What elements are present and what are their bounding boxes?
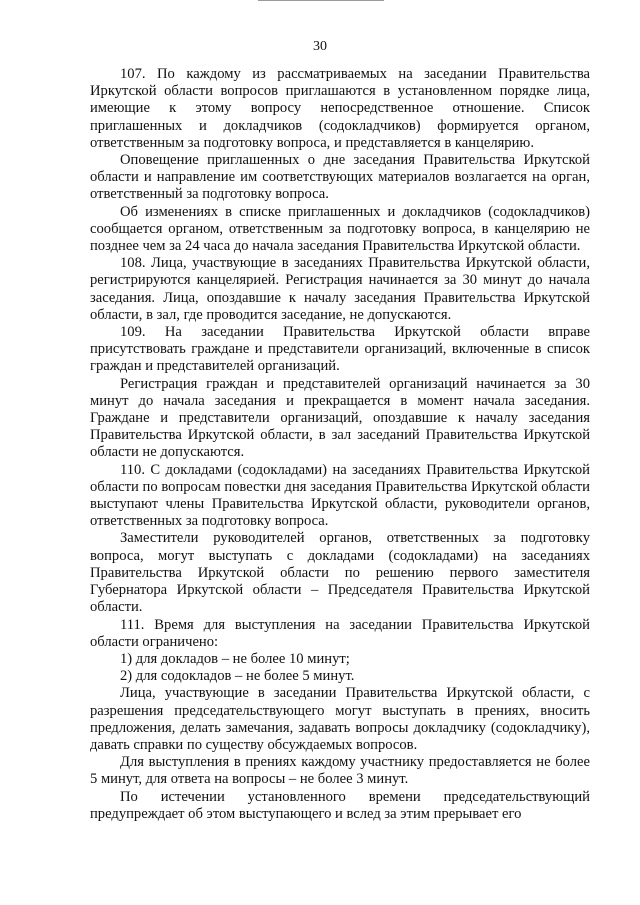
paragraph-111: 111. Время для выступления на заседании Правительства Иркутской области ограничено: (90, 616, 590, 650)
document-body (90, 66, 590, 823)
paragraph-109-registration: Регистрация граждан и представителей организаций начинается за 30 минут до начала заседания и прекращается в момент начала заседания. Граждане и представители организаций, опоздавшие к началу заседания Правительства Иркутской области, в зал заседаний Правительства Иркутской области не допускаются. (90, 375, 590, 461)
paragraph-107-notification: Оповещение приглашенных о дне заседания Правительства Иркутской области и направление им соответствующих материалов возлагается на орган, ответственный за подготовку вопроса. (90, 152, 590, 203)
list-item-coreports: 2) для содокладов – не более 5 минут. (120, 668, 355, 685)
list-item-reports: 1) для докладов – не более 10 минут; (120, 650, 350, 667)
paragraph-111-time-limits: Для выступления в прениях каждому участнику предоставляется не более 5 минут, для ответа на вопросы – не более 3 минут. (90, 754, 590, 788)
page-number: 30 (313, 39, 327, 54)
paragraph-110-deputies: Заместители руководителей органов, ответственных за подготовку вопроса, могут выступать с докладами (содокладами) на заседаниях Правительства Иркутской области по решению первого заместителя Губернатора Иркутской области – Председателя Правительства Иркутской области. (90, 530, 590, 616)
paragraph-107: 107. По каждому из рассматриваемых на заседании Правительства Иркутской области вопросов приглашаются в установленном порядке лица, имеющие к этому вопросу непосредственное отношение. Список приглашенных и докладчиков (содокладчиков) формируется органом, ответственным за подготовку вопроса, и представляется в канцелярию. (90, 66, 590, 151)
top-rule (258, 0, 384, 1)
paragraph-110: 110. С докладами (содокладами) на заседаниях Правительства Иркутской области по вопросам повестки дня заседания Правительства Иркутской области выступают члены Правительства Иркутской области, руководители органов, ответственных за подготовку вопроса. (90, 461, 590, 530)
paragraph-107-changes: Об изменениях в списке приглашенных и докладчиков (содокладчиков) сообщается органом, ответственным за подготовку вопроса, в канцелярию не позднее чем за 24 часа до начала заседания Правительства Иркутской области. (90, 203, 590, 255)
paragraph-108: 108. Лица, участвующие в заседаниях Правительства Иркутской области, регистрируются канцелярией. Регистрация начинается за 30 минут до начала заседания. Лица, опоздавшие к началу заседания Правительства Иркутской области, в зал, где проводится заседание, не допускаются. (90, 255, 590, 323)
paragraph-111-expiry: По истечении установленного времени председательствующий предупреждает об этом выступающего и вслед за этим прерывает его (90, 788, 590, 822)
paragraph-109: 109. На заседании Правительства Иркутской области вправе присутствовать граждане и представители организаций, включенные в список граждан и представителей организаций. (90, 324, 590, 375)
paragraph-111-debates: Лица, участвующие в заседании Правительства Иркутской области, с разрешения председательствующего могут выступать в прениях, вносить предложения, делать замечания, задавать вопросы докладчику (содокладчику), давать справки по существу обсуждаемых вопросов. (90, 685, 590, 753)
